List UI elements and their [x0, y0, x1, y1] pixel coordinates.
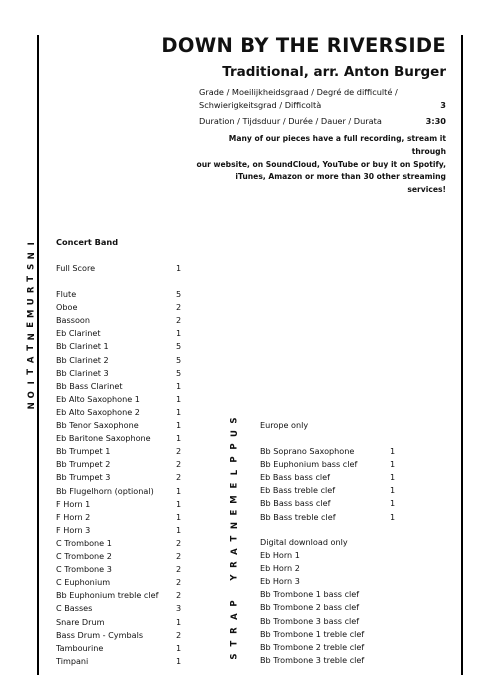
- part-list-item: [56, 341, 182, 352]
- part-quantity: 1: [176, 380, 182, 391]
- part-list-item: [260, 459, 396, 470]
- grade-row: [199, 86, 446, 111]
- part-list-item: [56, 551, 182, 562]
- part-name: Bb Bass treble clef: [260, 511, 336, 522]
- vertical-label-letter: U: [26, 298, 37, 306]
- vertical-label-letter: A: [229, 548, 240, 555]
- part-name: Bb Trombone 1 bass clef: [260, 589, 360, 600]
- part-list-item: [260, 589, 359, 600]
- part-list-item: [260, 576, 300, 587]
- vertical-label-letter: I: [26, 381, 37, 385]
- part-name: Eb Horn 1: [260, 550, 300, 560]
- part-name: Bb Trombone 3 bass clef: [260, 615, 360, 626]
- part-name: Bb Euphonium treble clef: [56, 590, 159, 601]
- part-quantity: 2: [176, 472, 182, 483]
- vertical-label-letter: E: [229, 483, 240, 489]
- part-list-item: [56, 577, 182, 588]
- part-list-item: [260, 616, 359, 627]
- part-quantity: 1: [390, 498, 396, 509]
- vertical-label-letter: Y: [229, 574, 240, 581]
- part-list-item: [56, 642, 182, 654]
- vertical-label-letter: A: [229, 613, 240, 621]
- part-quantity: 5: [176, 289, 182, 299]
- part-quantity: 1: [390, 459, 396, 470]
- part-quantity: 1: [176, 393, 182, 404]
- part-quantity: 1: [176, 433, 182, 444]
- part-quantity: 2: [176, 629, 182, 640]
- vertical-label-letter: R: [26, 286, 37, 294]
- grade-value: 3: [440, 99, 446, 110]
- part-quantity: 2: [176, 590, 182, 601]
- part-quantity: 1: [176, 485, 182, 496]
- part-list-item: [260, 655, 364, 666]
- part-list-item: [56, 629, 182, 641]
- instrumentation-vertical-label: [28, 238, 36, 412]
- vertical-label-letter: I: [26, 242, 37, 246]
- grade-label-line2: Schwierigkeitsgrad / Difficoltà: [199, 99, 322, 110]
- part-name: C Trombone 2: [56, 551, 112, 561]
- part-list-item: [260, 550, 300, 561]
- part-list-item: [56, 354, 182, 366]
- part-name: Eb Horn 3: [260, 576, 300, 587]
- supplementary-section-heading: Europe only: [260, 420, 309, 430]
- duration-value: 3:30: [425, 115, 446, 126]
- vertical-label-letter: R: [229, 626, 240, 634]
- part-quantity: 2: [176, 459, 182, 470]
- concert-band-heading: Concert Band: [56, 237, 119, 247]
- part-list-item: [56, 406, 182, 418]
- part-name: Bb Trombone 2 treble clef: [260, 641, 365, 652]
- part-name: Bassoon: [56, 315, 90, 326]
- part-list-item: [56, 433, 182, 444]
- part-name: Bb Bass Clarinet: [56, 380, 123, 391]
- vertical-label-letter: A: [26, 356, 37, 364]
- part-quantity: 2: [176, 577, 182, 588]
- part-name: C Trombone 3: [56, 564, 112, 575]
- part-name: Eb Baritone Saxophone: [56, 433, 151, 444]
- part-list-item: [260, 642, 364, 653]
- part-quantity: 1: [176, 328, 182, 339]
- part-quantity: 1: [176, 642, 182, 653]
- vertical-label-letter: U: [229, 430, 240, 438]
- part-name: Bb Trombone 2 bass clef: [260, 602, 360, 613]
- part-name: Full Score: [56, 263, 96, 273]
- part-name: Eb Clarinet: [56, 328, 101, 339]
- part-quantity: 1: [176, 498, 182, 509]
- part-name: Eb Horn 2: [260, 563, 300, 574]
- part-name: C Euphonium: [56, 577, 111, 588]
- part-list-item: [56, 498, 182, 510]
- part-name: Bb Flugelhorn (optional): [56, 485, 154, 496]
- part-list-item: [56, 446, 182, 457]
- vertical-label-letter: P: [229, 443, 240, 450]
- part-quantity: 1: [390, 472, 396, 483]
- part-list-item: [56, 420, 182, 431]
- part-quantity: 2: [176, 537, 182, 548]
- vertical-label-letter: N: [229, 521, 240, 529]
- part-name: Eb Alto Saxophone 2: [56, 406, 140, 417]
- part-name: Bb Trumpet 1: [56, 446, 111, 457]
- part-list-item: [56, 655, 182, 667]
- grade-label-line1: Grade / Moeilijkheidsgraad / Degré de difficulté /: [199, 87, 398, 97]
- part-quantity: 1: [176, 263, 182, 273]
- part-name: Bb Clarinet 2: [56, 354, 109, 365]
- duration-label: Duration / Tijdsduur / Durée / Dauer / Durata: [199, 116, 382, 126]
- part-name: Bb Trombone 1 treble clef: [260, 628, 365, 639]
- part-name: Tambourine: [56, 642, 104, 653]
- vertical-label-letter: N: [26, 251, 37, 259]
- part-name: Bb Soprano Saxophone: [260, 446, 355, 456]
- part-quantity: 1: [390, 485, 396, 496]
- part-quantity: 1: [176, 420, 182, 430]
- part-quantity: 1: [176, 524, 182, 535]
- supplementary-parts-vertical-label: [231, 414, 239, 663]
- part-name: Timpani: [56, 655, 89, 666]
- vertical-label-letter: R: [229, 561, 240, 568]
- part-quantity: 1: [176, 655, 182, 666]
- part-list-item: [56, 315, 182, 326]
- part-list-item: [56, 511, 182, 523]
- part-list-item: [56, 524, 182, 536]
- vertical-label-letter: M: [229, 494, 240, 504]
- part-list-item: [56, 289, 182, 300]
- part-name: Bb Clarinet 3: [56, 367, 109, 378]
- part-quantity: 3: [176, 603, 182, 614]
- vertical-label-letter: M: [26, 309, 37, 318]
- vertical-label-letter: T: [229, 640, 240, 647]
- part-list-item: [56, 380, 182, 392]
- promo-line: Many of our pieces have a full recording, stream it through: [228, 134, 446, 156]
- part-list-item: [260, 511, 396, 523]
- part-list-item: [56, 616, 182, 628]
- part-name: Bb Trombone 3 treble clef: [260, 654, 365, 665]
- right-rule: [461, 35, 463, 675]
- part-name: Bb Bass bass clef: [260, 498, 331, 509]
- part-name: Bb Trumpet 2: [56, 459, 111, 470]
- vertical-label-letter: S: [26, 263, 37, 271]
- part-quantity: 1: [176, 406, 182, 417]
- streaming-promo: [196, 133, 446, 197]
- part-name: F Horn 3: [56, 524, 91, 535]
- part-name: Bb Clarinet 1: [56, 341, 109, 352]
- part-quantity: 2: [176, 446, 182, 457]
- part-name: Flute: [56, 289, 77, 299]
- vertical-label-letter: T: [229, 535, 240, 542]
- part-name: C Trombone 1: [56, 537, 112, 548]
- vertical-label-letter: P: [229, 600, 240, 607]
- part-list-item: [56, 367, 182, 379]
- vertical-label-letter: N: [26, 402, 37, 410]
- vertical-label-letter: L: [229, 470, 240, 476]
- vertical-label-letter: S: [229, 417, 240, 424]
- part-list-item: [56, 603, 182, 614]
- part-quantity: 5: [176, 367, 182, 378]
- part-list-item: [260, 498, 396, 509]
- part-list-item: [260, 485, 396, 496]
- vertical-label-letter: S: [229, 653, 240, 660]
- part-list-item: [56, 302, 182, 313]
- piece-title: DOWN BY THE RIVERSIDE: [161, 34, 446, 57]
- part-quantity: 5: [176, 341, 182, 352]
- left-rule: [37, 35, 39, 675]
- part-name: Eb Bass bass clef: [260, 472, 330, 483]
- part-quantity: 1: [390, 446, 396, 456]
- vertical-label-letter: E: [229, 509, 240, 516]
- part-list-item: [56, 393, 182, 405]
- part-list-item: [56, 590, 182, 601]
- part-name: Bb Tenor Saxophone: [56, 420, 139, 430]
- part-quantity: 1: [176, 511, 182, 522]
- part-name: Bb Trumpet 3: [56, 472, 111, 483]
- part-name: Bb Euphonium bass clef: [260, 459, 358, 470]
- duration-row: [199, 115, 446, 127]
- part-quantity: 2: [176, 315, 182, 326]
- vertical-label-letter: T: [26, 368, 37, 375]
- part-quantity: 2: [176, 302, 182, 313]
- part-quantity: 2: [176, 564, 182, 575]
- composer-line: Traditional, arr. Anton Burger: [222, 64, 446, 80]
- vertical-label-letter: T: [26, 345, 37, 352]
- vertical-label-letter: P: [229, 456, 240, 463]
- part-name: C Basses: [56, 603, 93, 614]
- vertical-label-letter: T: [26, 275, 37, 282]
- part-list-item: [260, 446, 396, 457]
- part-quantity: 1: [390, 511, 396, 522]
- part-list-item: [260, 563, 300, 574]
- promo-line: our website, on SoundCloud, YouTube or buy it on Spotify,: [196, 159, 446, 169]
- part-list-item: [260, 629, 364, 640]
- vertical-label-letter: N: [26, 332, 37, 341]
- part-list-item: [56, 537, 182, 549]
- part-quantity: 1: [176, 616, 182, 627]
- part-list-item: [56, 472, 182, 483]
- part-name: Oboe: [56, 302, 78, 313]
- part-name: Eb Bass treble clef: [260, 485, 336, 496]
- part-quantity: 5: [176, 354, 182, 365]
- part-list-item: [56, 328, 182, 339]
- promo-line: iTunes, Amazon or more than 30 other streaming services!: [235, 172, 446, 195]
- vertical-label-letter: E: [26, 322, 37, 328]
- part-list-item: [56, 459, 182, 470]
- part-list-item: [56, 564, 182, 575]
- part-list-item: [260, 602, 359, 613]
- part-name: Bass Drum - Cymbals: [56, 629, 144, 640]
- supplementary-section-heading: Digital download only: [260, 537, 348, 547]
- part-quantity: 2: [176, 551, 182, 561]
- part-name: Eb Alto Saxophone 1: [56, 393, 140, 404]
- part-list-item: [56, 263, 182, 274]
- part-list-item: [260, 472, 396, 483]
- part-name: F Horn 1: [56, 498, 91, 509]
- part-name: F Horn 2: [56, 511, 91, 522]
- part-list-item: [56, 485, 182, 497]
- part-name: Snare Drum: [56, 616, 105, 627]
- vertical-label-letter: O: [26, 390, 37, 399]
